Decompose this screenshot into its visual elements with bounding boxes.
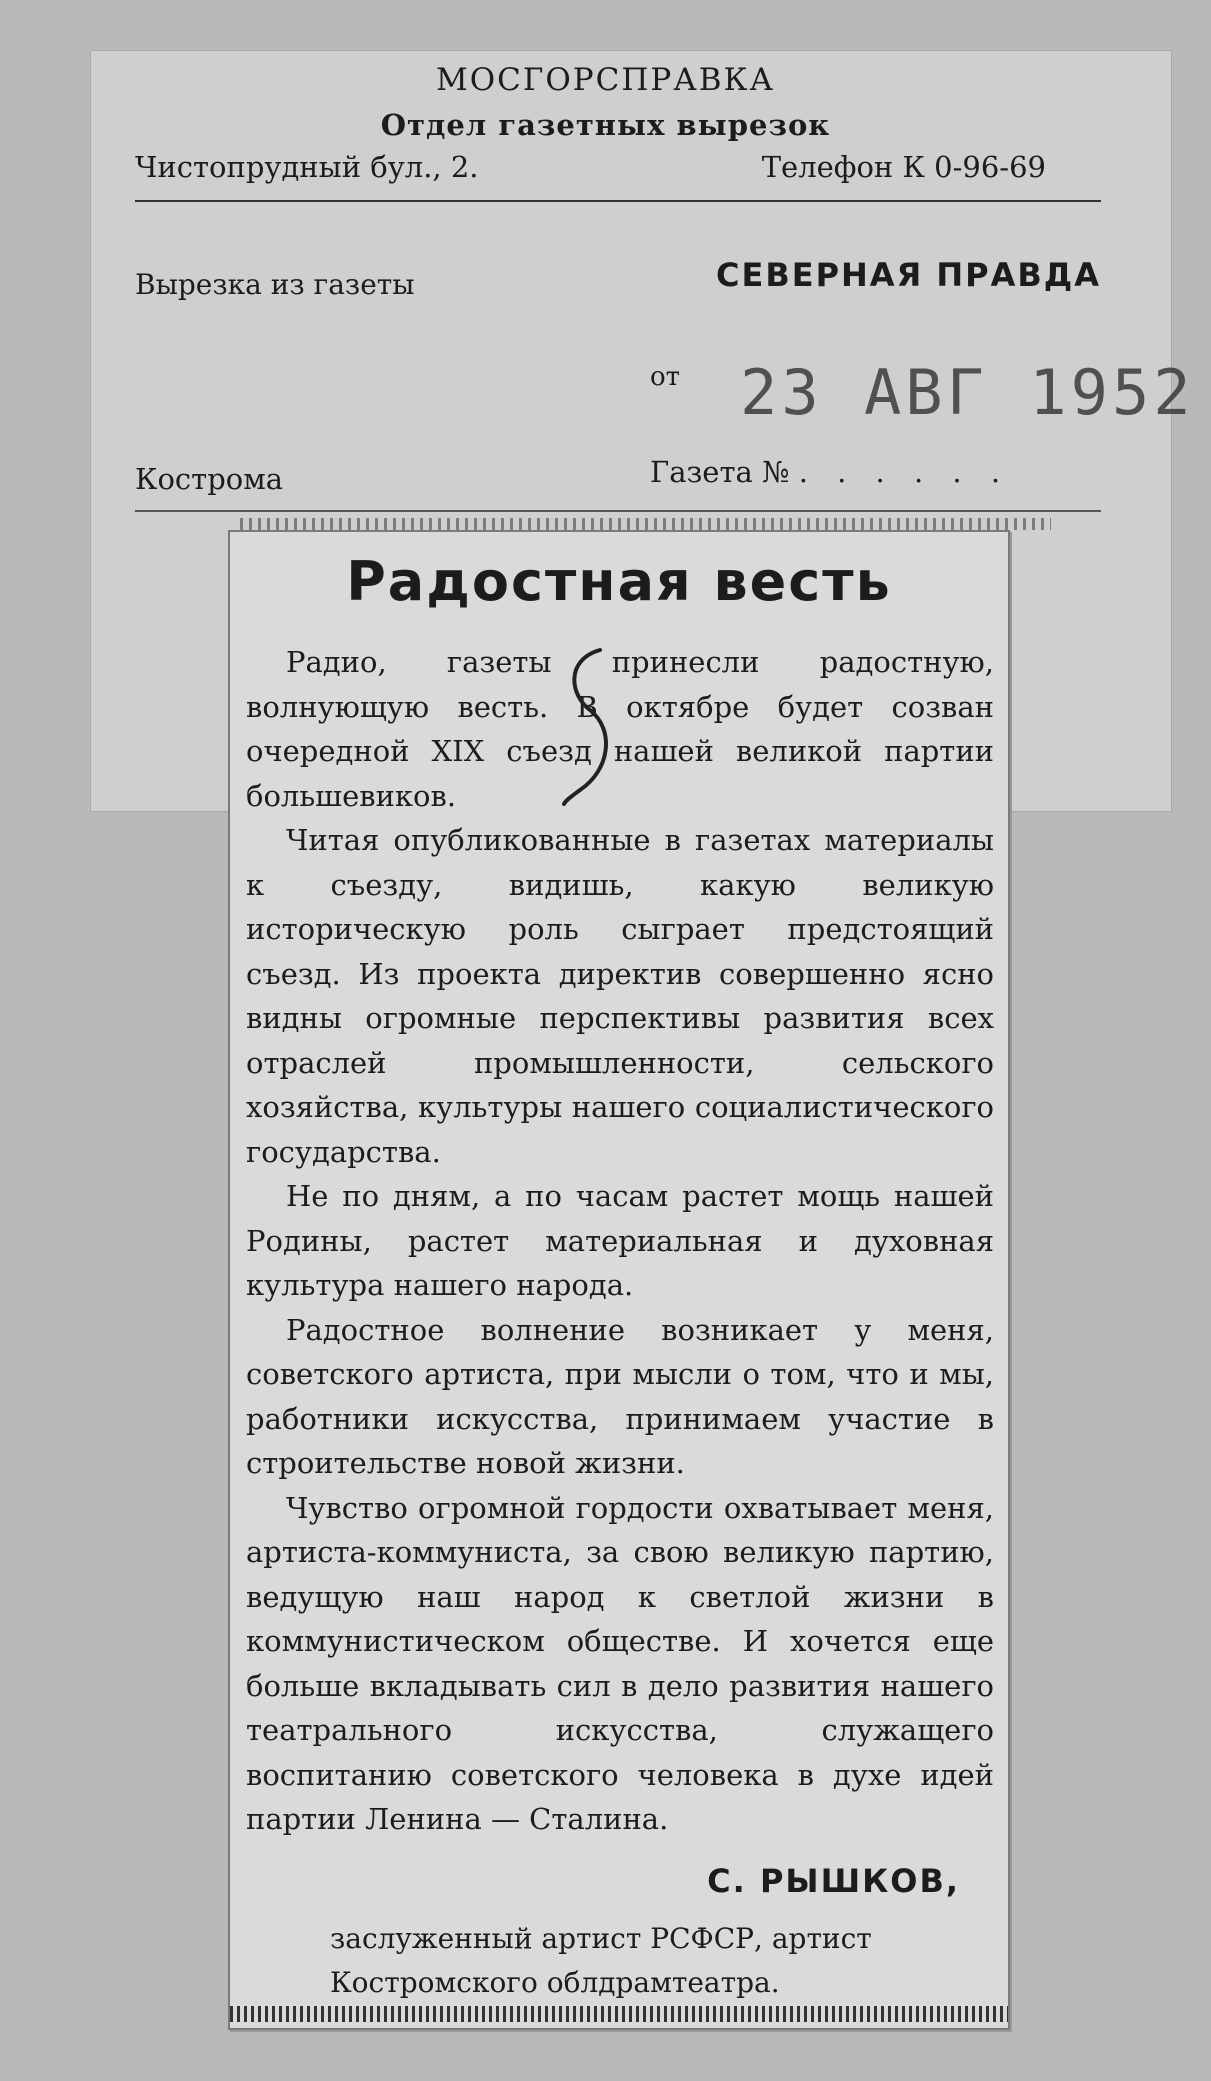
date-stamp: 23 АВГ 1952 <box>740 356 1195 429</box>
gazeta-number-value: . . . . . . <box>798 455 1011 489</box>
article-title: Радостная весть <box>346 550 892 613</box>
cut-edge-bottom <box>230 2006 1008 2022</box>
author-title-line: Костромского облдрамтеатра. <box>330 1966 780 1999</box>
gazeta-number-label: Газета № <box>650 455 790 489</box>
article-body <box>246 640 994 1842</box>
author-title-line: заслуженный артист РСФСР, артист <box>330 1922 872 1955</box>
date-prefix: от <box>650 362 681 392</box>
newspaper-name: СЕВЕРНАЯ ПРАВДА <box>715 256 1101 294</box>
organization-name: МОСГОРСПРАВКА <box>435 62 775 98</box>
handwritten-mark-icon <box>560 640 620 810</box>
article-paragraph: Чувство огромной гордости охватывает меня, артиста-коммуниста, за свою великую партию, ведущую наш народ к светлой жизни в коммунистическом обществе. И хочется еще больше вкладывать сил в дело развития нашего театрального искусства, служащего воспитанию советского человека в духе идей партии Ленина — Сталина. <box>246 1490 994 1836</box>
article-author: С. РЫШКОВ, <box>707 1862 960 1900</box>
phone-number: Телефон К 0-96-69 <box>761 150 1046 184</box>
info-divider <box>135 510 1101 512</box>
address: Чистопрудный бул., 2. <box>135 150 479 184</box>
author-title <box>330 1917 992 2005</box>
city-name: Кострома <box>135 462 284 496</box>
cut-edge-top <box>240 518 1051 530</box>
department-name: Отдел газетных вырезок <box>380 108 831 142</box>
header-divider <box>135 200 1101 202</box>
gazeta-number <box>650 455 1010 489</box>
clip-from-label: Вырезка из газеты <box>135 268 415 301</box>
article-paragraph: Не по дням, а по часам растет мощь нашей Родины, растет материальная и духовная культура нашего народа. <box>246 1179 994 1302</box>
article-paragraph: Радостное волнение возникает у меня, советского артиста, при мысли о том, что и мы, работники искусства, принимаем участие в строительстве новой жизни. <box>246 1312 994 1480</box>
article-paragraph: Читая опубликованные в газетах материалы к съезду, видишь, какую великую историческую роль сыграет предстоящий съезд. Из проекта директив совершенно ясно видны огромные перспективы развития всех отраслей промышленности, сельского хозяйства, культуры нашего социалистического государства. <box>246 823 994 1169</box>
article-paragraph: Радио, газеты принесли радостную, волнующую весть. В октябре будет созван очередной XIX съезд нашей великой партии большевиков. <box>246 645 994 813</box>
